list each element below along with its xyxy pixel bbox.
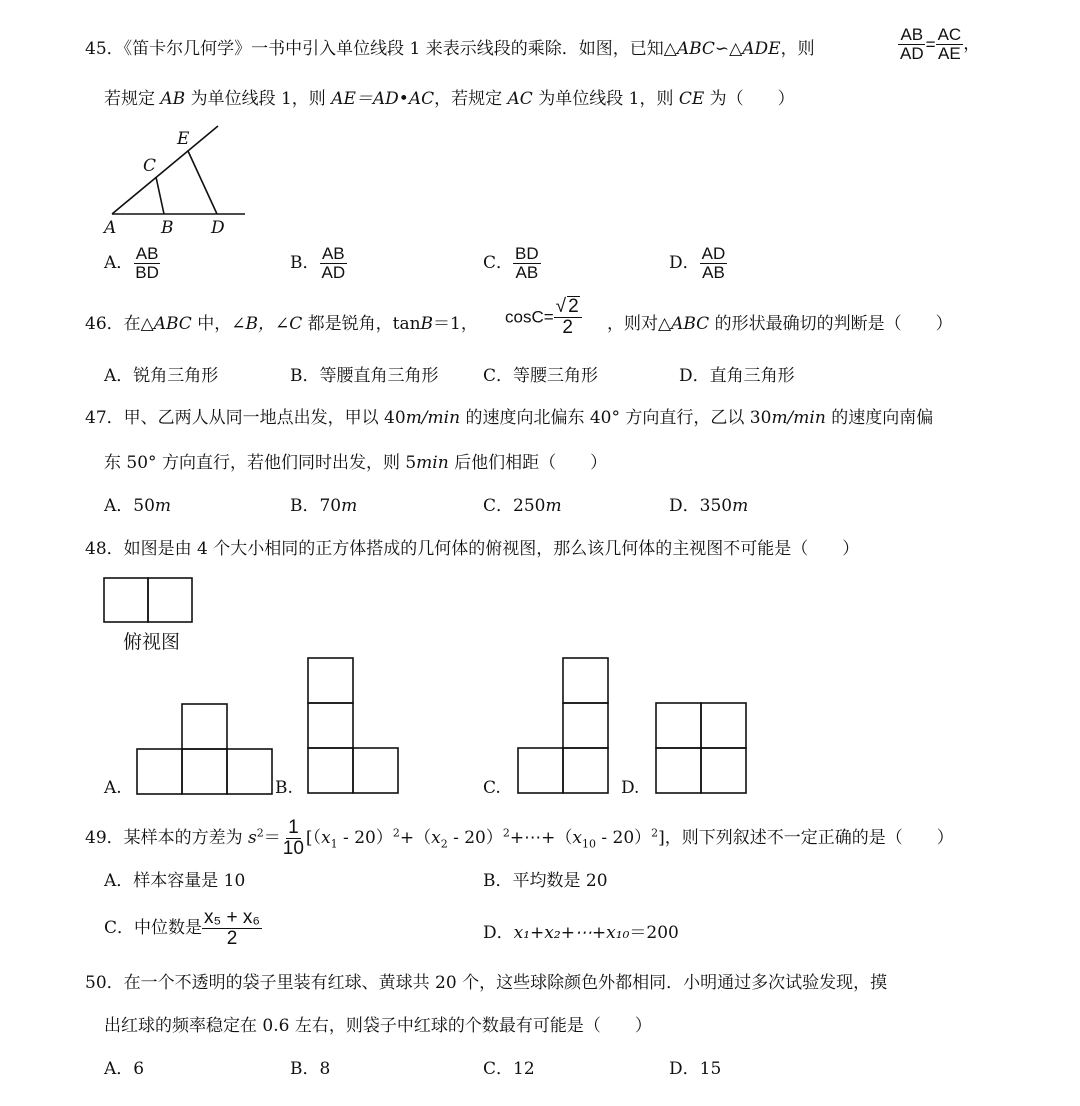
q45-option-c[interactable]: C． $\frac{BD}{AB}$ [483, 244, 539, 282]
q45-segment-ed [188, 151, 217, 214]
q50-line2: 出红球的频率稳定在 0.6 左右，则袋子中红球的个数最有可能是（ ） [104, 1016, 652, 1036]
q48-option-b-label[interactable]: B. [275, 778, 293, 798]
q49-option-c[interactable]: C．中位数是 $\frac{\text{x₅ + x₆}}{2}$ [104, 907, 260, 949]
q49-fraction: $\frac{1}{10}$ [282, 817, 304, 859]
q45-label-b: B [161, 218, 174, 238]
q45-option-d-fraction: $\frac{AD}{AB}$ [701, 244, 726, 282]
q48-top-view-figure [103, 577, 195, 623]
q47-option-a[interactable]: A．50m [104, 496, 172, 516]
q48-option-a-figure[interactable] [136, 702, 276, 798]
q49-option-a[interactable]: A．样本容量是 10 [104, 871, 246, 891]
q46-stem-a: 46．在△ABC 中，∠B，∠C 都是锐角，tanB＝1， [85, 314, 478, 334]
q48-option-d-label[interactable]: D. [621, 778, 640, 798]
q46-option-c[interactable]: C．等腰三角形 [483, 366, 599, 386]
q45-equals: = [925, 34, 936, 54]
q45-option-b-fraction: $\frac{AB}{AD}$ [321, 244, 346, 282]
q47-option-d[interactable]: D．350m [669, 496, 749, 516]
q46-option-a[interactable]: A．锐角三角形 [104, 366, 219, 386]
q45-number: 45． [85, 39, 124, 59]
q45-fraction-right: $\frac{AC}{AE}$ [937, 25, 962, 63]
q47-option-b[interactable]: B．70m [290, 496, 358, 516]
q45-option-c-fraction: $\frac{BD}{AB}$ [515, 244, 539, 282]
q45-option-b[interactable]: B． $\frac{AB}{AD}$ [290, 244, 346, 282]
q50-option-a[interactable]: A．6 [104, 1059, 145, 1079]
q47-option-c[interactable]: C．250m [483, 496, 562, 516]
q45-fraction-left: $\frac{AB}{AD}$ [900, 25, 924, 63]
q45-text-then: ，则 [780, 39, 815, 59]
q45-line1 [85, 41, 815, 58]
q48-option-d-figure[interactable] [655, 702, 751, 798]
q45-label-d: D [211, 218, 225, 238]
q45-label-a: A [104, 218, 117, 238]
q45-ratio-equation: $\frac{AB}{AD}$ = $\frac{AC}{AE}$ ， [900, 25, 981, 63]
q48-option-c-figure[interactable] [517, 657, 613, 797]
q46-option-d[interactable]: D．直角三角形 [679, 366, 795, 386]
q45-similar-triangles: △ABC∽△ADE [663, 39, 781, 59]
q45-text: 《笛卡尔几何学》一书中引入单位线段 1 来表示线段的乘除．如图，已知 [123, 39, 664, 59]
q50-line1: 50．在一个不透明的袋子里装有红球、黄球共 20 个，这些球除颜色外都相同．小明通过多次试验发现，摸 [85, 973, 888, 993]
q46-cos-expression: cosC= $\frac{√ 2}{2}$ [505, 296, 582, 338]
q48-top-view-label: 俯视图 [123, 631, 181, 653]
q47-line1: 47．甲、乙两人从同一地点出发，甲以 40m/min 的速度向北偏东 40° 方向直行，乙以 30m/min 的速度向南偏 [85, 408, 934, 428]
q49-option-d[interactable]: D．x₁+x₂+⋯+x₁₀＝200 [483, 923, 679, 943]
q45-option-d[interactable]: D． $\frac{AD}{AB}$ [669, 244, 726, 282]
q50-option-d[interactable]: D．15 [669, 1059, 722, 1079]
q45-option-a-fraction: $\frac{AB}{BD}$ [135, 244, 159, 282]
q45-segment-cb [156, 177, 164, 214]
q46-stem-b: ，则对△ABC 的形状最确切的判断是（ ） [607, 314, 953, 334]
q47-line2: 东 50° 方向直行，若他们同时出发，则 5min 后他们相距（ ） [104, 453, 608, 473]
q48-option-a-label[interactable]: A. [104, 778, 122, 798]
q49-option-b[interactable]: B．平均数是 20 [483, 871, 608, 891]
q48-stem: 48．如图是由 4 个大小相同的正方体搭成的几何体的俯视图，那么该几何体的主视图不可能是（ ） [85, 539, 860, 559]
q50-option-c[interactable]: C．12 [483, 1059, 535, 1079]
q46-cos-fraction: $\frac{√ 2}{2}$ [554, 296, 582, 338]
q50-option-b[interactable]: B．8 [290, 1059, 331, 1079]
q45-option-a[interactable]: A． $\frac{AB}{BD}$ [104, 244, 159, 282]
q45-label-e: E [177, 129, 190, 149]
q49-option-c-fraction: $\frac{\text{x₅ + x₆}}{2}$ [204, 907, 260, 949]
q48-option-c-label[interactable]: C. [483, 778, 501, 798]
q45-line2: 若规定 AB 为单位线段 1，则 AE＝AD•AC，若规定 AC 为单位线段 1，则 CE 为（ ） [104, 89, 795, 109]
q45-slant-line [112, 126, 218, 214]
q46-option-b[interactable]: B．等腰直角三角形 [290, 366, 439, 386]
q49-stem: 49．某样本的方差为 $s^2=$ $\frac{1}{10}$ [$(x_1 - 20)^2+(x_2$ - $20)^2+\cdots+(x_{10} - 20)^2$]，则下列叙述不一定正确的是（ ） [85, 817, 954, 859]
q48-option-b-figure[interactable] [307, 657, 403, 797]
q45-label-c: C [143, 156, 157, 176]
